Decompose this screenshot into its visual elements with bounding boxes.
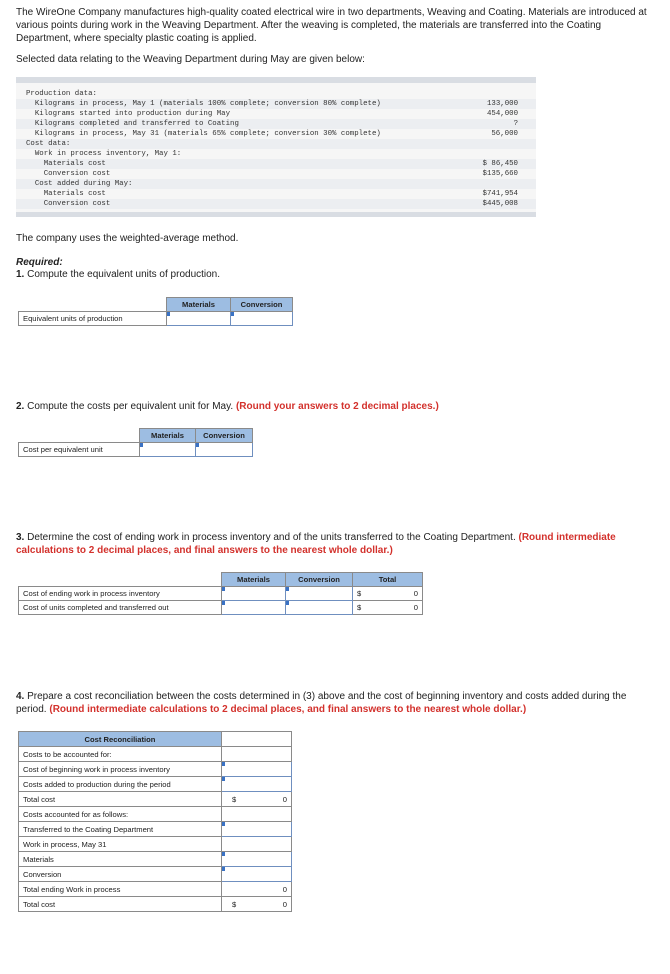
ewip-conversion-input[interactable] [286, 587, 353, 601]
eu-materials-input[interactable] [167, 312, 231, 326]
row-label: Materials [19, 852, 222, 867]
total-ending-wip-value: 0 [222, 882, 292, 897]
ewip-conversion-recon-input[interactable] [222, 867, 292, 882]
cpeu-conversion-input[interactable] [196, 443, 253, 457]
data-row: Kilograms completed and transferred to Coating ? [16, 119, 536, 129]
row-label: Work in process, May 31 [19, 837, 222, 852]
intro-text [16, 6, 656, 74]
row-label: Cost per equivalent unit [19, 443, 140, 457]
col-materials: Materials [140, 429, 196, 443]
ewip-materials-input[interactable] [222, 587, 286, 601]
data-row: Production data: [26, 90, 97, 98]
q3-prompt: 3. Determine the cost of ending work in process inventory and of the units transferred to the Coating Department. (Round intermediate calculations to 2 decimal places, and final answers to the nearest whole dollar.) [16, 532, 616, 556]
costs-added-input[interactable] [222, 777, 292, 792]
data-row: Cost added during May: [16, 179, 536, 189]
corner-cell [19, 429, 140, 443]
corner-cell [19, 573, 222, 587]
value-cell [222, 837, 292, 852]
method-text: The company uses the weighted-average method. [16, 233, 239, 244]
ewip-materials-recon-input[interactable] [222, 852, 292, 867]
row-label: Conversion [19, 867, 222, 882]
q1-table [18, 297, 293, 326]
q2-prompt: 2. Compute the costs per equivalent unit for May. (Round your answers to 2 decimal places.) [16, 401, 439, 412]
q3-table [18, 572, 423, 615]
intro-data-lead: Selected data relating to the Weaving Department during May are given below: [16, 54, 365, 65]
col-materials: Materials [167, 298, 231, 312]
data-row: Materials cost $741,954 [26, 190, 518, 198]
value-cell [222, 807, 292, 822]
col-total: Total [353, 573, 423, 587]
row-label: Costs to be accounted for: [19, 747, 222, 762]
col-materials: Materials [222, 573, 286, 587]
total-cost-value: $ 0 [222, 792, 292, 807]
row-label: Transferred to the Coating Department [19, 822, 222, 837]
data-row: Conversion cost $445,008 [16, 199, 536, 209]
row-label: Costs added to production during the period [19, 777, 222, 792]
row-label: Cost of ending work in process inventory [19, 587, 222, 601]
value-cell [222, 747, 292, 762]
given-data-table [16, 77, 536, 217]
q4-prompt: 4. Prepare a cost reconciliation between the costs determined in (3) above and the cost of beginning inventory and costs added during the period. (Round intermediate calculations to 2 decimal places, and final answers to the nearest whole dollar.) [16, 691, 627, 715]
row-label: Costs accounted for as follows: [19, 807, 222, 822]
row-label: Cost of beginning work in process inventory [19, 762, 222, 777]
header-value-cell [222, 732, 292, 747]
col-conversion: Conversion [196, 429, 253, 443]
data-row: Kilograms in process, May 31 (materials 65% complete; conversion 30% complete) 56,000 [26, 130, 518, 138]
transferred-total: $ 0 [353, 601, 423, 615]
total-cost-final-value: $ 0 [222, 897, 292, 912]
transferred-coating-input[interactable] [222, 822, 292, 837]
data-row: Cost data: [16, 139, 536, 149]
beginning-wip-input[interactable] [222, 762, 292, 777]
row-label: Total ending Work in process [19, 882, 222, 897]
col-conversion: Conversion [231, 298, 293, 312]
cpeu-materials-input[interactable] [140, 443, 196, 457]
data-row: Kilograms started into production during May 454,000 [26, 110, 518, 118]
cost-reconciliation-header: Cost Reconciliation [19, 732, 222, 747]
eu-conversion-input[interactable] [231, 312, 293, 326]
required-heading: Required: [16, 257, 63, 268]
ewip-total: $ 0 [353, 587, 423, 601]
intro-paragraph: The WireOne Company manufactures high-quality coated electrical wire in two departments, Weaving and Coating. Materials are introduced at various points during work in the Weaving Department. After the weaving is completed, the materials are transferred into the Coating Department, where specialty plastic coating is applied. [16, 7, 647, 44]
transferred-materials-input[interactable] [222, 601, 286, 615]
corner-cell [19, 298, 167, 312]
q2-table [18, 428, 253, 457]
q4-table [18, 731, 292, 912]
row-label: Total cost [19, 792, 222, 807]
row-label: Equivalent units of production [19, 312, 167, 326]
data-row: Kilograms in process, May 1 (materials 100% complete; conversion 80% complete) 133,000 [16, 99, 536, 109]
transferred-conversion-input[interactable] [286, 601, 353, 615]
row-label: Cost of units completed and transferred out [19, 601, 222, 615]
col-conversion: Conversion [286, 573, 353, 587]
data-row: Work in process inventory, May 1: [26, 150, 182, 158]
q1-prompt: 1. Compute the equivalent units of production. [16, 269, 221, 280]
row-label: Total cost [19, 897, 222, 912]
data-row: Conversion cost $135,660 [26, 170, 518, 178]
data-row: Materials cost $ 86,450 [16, 159, 536, 169]
